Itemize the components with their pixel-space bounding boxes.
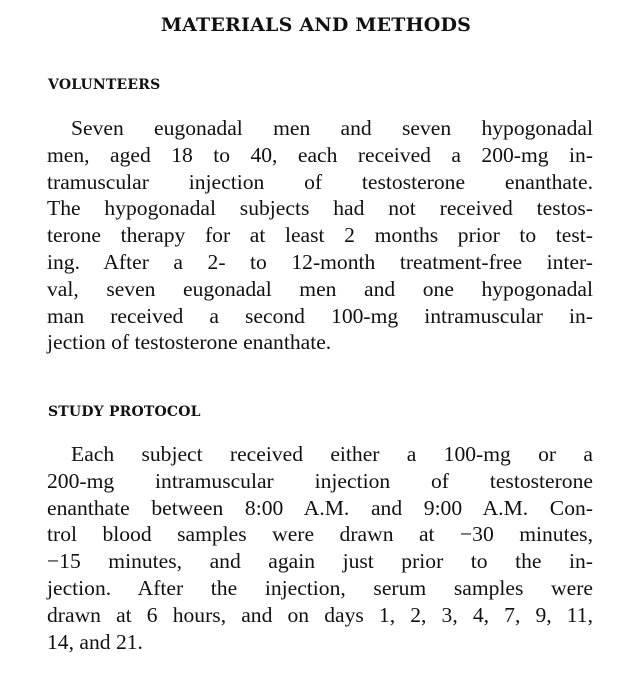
paragraph-line: −15 minutes, and again just prior to the in- [47, 549, 593, 574]
paragraph-line: 200-mg intramuscular injection of testosterone [47, 468, 593, 493]
volunteers-heading: VOLUNTEERS [48, 77, 161, 93]
paragraph-line: men, aged 18 to 40, each received a 200-mg in- [47, 142, 593, 167]
paragraph-line: 14, and 21. [47, 629, 143, 654]
paragraph-line: Each subject received either a 100-mg or a [71, 442, 593, 466]
paragraph-line: drawn at 6 hours, and on days 1, 2, 3, 4, 7, 9, 11, [47, 602, 593, 627]
paragraph-line: jection of testosterone enanthate. [47, 330, 332, 355]
paragraph-line: ing. After a 2- to 12-month treatment-free inter- [47, 249, 593, 274]
paragraph-line: The hypogonadal subjects had not received testos- [47, 196, 593, 221]
paragraph-line: man received a second 100-mg intramuscular in- [47, 303, 593, 328]
study-protocol-heading: STUDY PROTOCOL [48, 404, 201, 420]
paragraph-line: enanthate between 8:00 A.M. and 9:00 A.M. Con- [47, 495, 593, 520]
paragraph-line: terone therapy for at least 2 months prior to test- [47, 223, 593, 248]
section-title: MATERIALS AND METHODS [160, 14, 472, 36]
paragraph-line: val, seven eugonadal men and one hypogonadal [47, 276, 593, 301]
paragraph-line: Seven eugonadal men and seven hypogonadal [71, 116, 593, 140]
paragraph-line: tramuscular injection of testosterone enanthate. [47, 169, 593, 194]
volunteers-paragraph [47, 115, 593, 356]
study-protocol-paragraph [47, 441, 593, 655]
paragraph-line: jection. After the injection, serum samples were [47, 575, 593, 600]
paragraph-line: trol blood samples were drawn at −30 minutes, [47, 522, 593, 547]
